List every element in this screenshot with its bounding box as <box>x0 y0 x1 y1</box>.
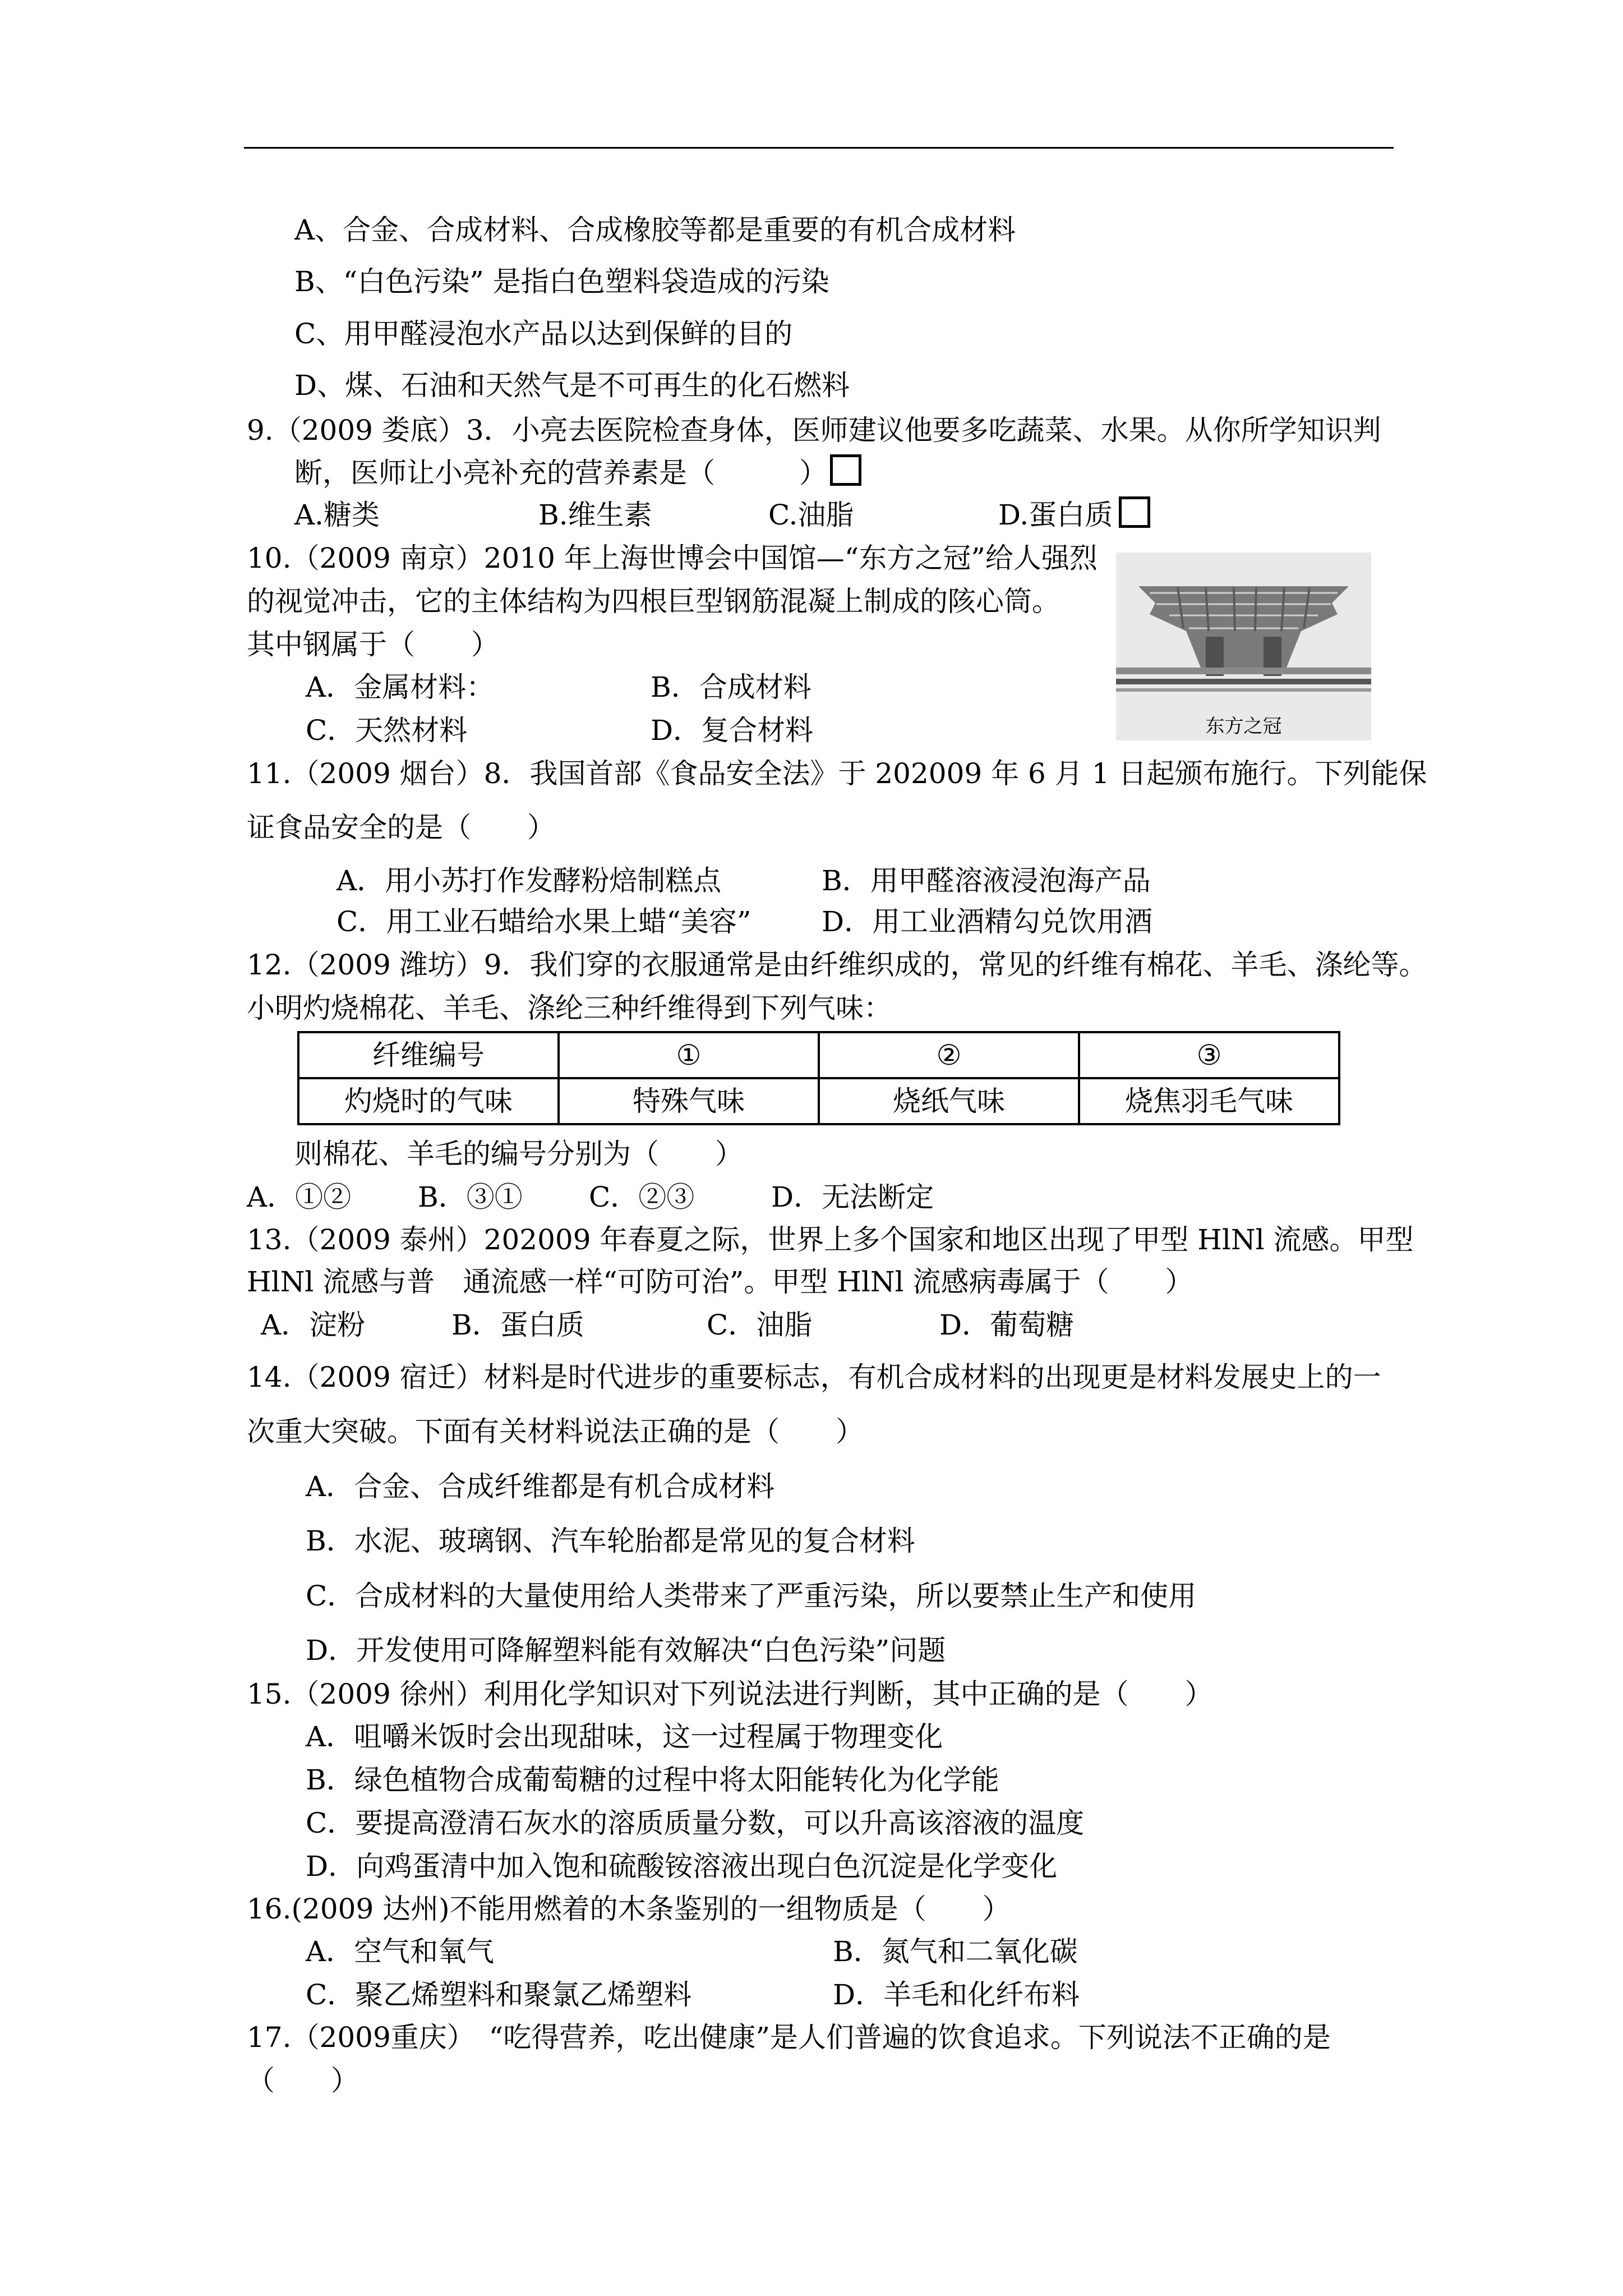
q14-option-b: B．水泥、玻璃钢、汽车轮胎都是常见的复合材料 <box>306 1525 915 1557</box>
q9-option-d: D.蛋白质 <box>998 499 1113 531</box>
table-cell: 特殊气味 <box>559 1078 819 1124</box>
q13-option-c: C．油脂 <box>707 1309 813 1341</box>
china-pavilion-image <box>1116 553 1371 740</box>
q10-option-b: B．合成材料 <box>651 671 811 703</box>
q13-option-d: D．葡萄糖 <box>939 1309 1075 1341</box>
q12-option-c: C．②③ <box>589 1181 695 1213</box>
q8-option-d: D、煤、石油和天然气是不可再生的化石燃料 <box>294 369 850 402</box>
q12-stem-3: 则棉花、羊毛的编号分别为（ ） <box>294 1138 743 1170</box>
q13-stem-2: HlNl 流感与普 通流感一样“可防可治”。甲型 HlNl 流感病毒属于（ ） <box>247 1266 1193 1298</box>
q11-option-b: B．用甲醛溶液浸泡海产品 <box>822 864 1151 897</box>
q14-stem-1: 14.（2009 宿迁）材料是时代进步的重要标志，有机合成材料的出现更是材料发展史上的一 <box>247 1361 1381 1393</box>
q11-stem-1: 11.（2009 烟台）8．我国首部《食品安全法》于 202009 年 6 月 1 日起颁布施行。下列能保 <box>247 757 1427 790</box>
table-row <box>298 1032 1339 1078</box>
q12-option-d: D．无法断定 <box>771 1181 934 1213</box>
q15-option-b: B．绿色植物合成葡萄糖的过程中将太阳能转化为化学能 <box>306 1764 999 1796</box>
q16-option-a: A．空气和氧气 <box>306 1935 495 1968</box>
q14-option-c: C．合成材料的大量使用给人类带来了严重污染，所以要禁止生产和使用 <box>306 1580 1197 1612</box>
q17-stem-2: （ ） <box>247 2064 359 2097</box>
q15-option-d: D．向鸡蛋清中加入饱和硫酸铵溶液出现白色沉淀是化学变化 <box>306 1850 1058 1883</box>
q11-option-a: A．用小苏打作发酵粉焙制糕点 <box>336 864 722 897</box>
q16-stem-1: 16.(2009 达州)不能用燃着的木条鉴别的一组物质是（ ） <box>247 1893 1011 1925</box>
q10-option-c: C．天然材料 <box>306 714 468 747</box>
q9-option-d-box <box>1119 496 1150 528</box>
q15-stem-1: 15.（2009 徐州）利用化学知识对下列说法进行判断，其中正确的是（ ） <box>247 1678 1213 1710</box>
q10-stem-1: 10.（2009 南京）2010 年上海世博会中国馆—“东方之冠”给人强烈 <box>247 542 1098 574</box>
q9-option-c: C.油脂 <box>768 499 854 531</box>
table-cell: 灼烧时的气味 <box>298 1078 559 1124</box>
q9-option-b: B.维生素 <box>538 499 652 531</box>
table-cell: ① <box>559 1032 819 1078</box>
table-cell: ③ <box>1079 1032 1339 1078</box>
q13-stem-1: 13.（2009 泰州）202009 年春夏之际，世界上多个国家和地区出现了甲型 HlNl 流感。甲型 <box>247 1223 1414 1256</box>
q14-option-a: A．合金、合成纤维都是有机合成材料 <box>306 1470 775 1503</box>
q16-option-b: B．氮气和二氧化碳 <box>833 1935 1078 1968</box>
q13-option-b: B．蛋白质 <box>451 1309 584 1341</box>
q8-option-b: B、“白色污染” 是指白色塑料袋造成的污染 <box>294 265 829 298</box>
image-caption: 东方之冠 <box>1205 715 1282 738</box>
q11-stem-2: 证食品安全的是（ ） <box>247 811 555 844</box>
q16-option-c: C．聚乙烯塑料和聚氯乙烯塑料 <box>306 1978 692 2011</box>
fiber-odor-table <box>297 1031 1340 1125</box>
q14-option-d: D．开发使用可降解塑料能有效解决“白色污染”问题 <box>306 1634 946 1667</box>
q14-stem-2: 次重大突破。下面有关材料说法正确的是（ ） <box>247 1415 864 1448</box>
q13-option-a: A．淀粉 <box>261 1309 366 1341</box>
q15-option-a: A．咀嚼米饭时会出现甜味，这一过程属于物理变化 <box>306 1720 943 1753</box>
q10-stem-3: 其中钢属于（ ） <box>247 628 499 661</box>
q10-option-d: D．复合材料 <box>651 714 814 747</box>
q16-option-d: D．羊毛和化纤布料 <box>833 1978 1080 2011</box>
q12-option-b: B．③① <box>418 1181 523 1213</box>
table-row <box>298 1078 1339 1124</box>
q10-option-a: A．金属材料： <box>306 671 495 703</box>
q8-option-a: A、合金、合成材料、合成橡胶等都是重要的有机合成材料 <box>294 214 1016 246</box>
q12-stem-1: 12.（2009 潍坊）9．我们穿的衣服通常是由纤维织成的，常见的纤维有棉花、羊毛、涤纶等。 <box>247 949 1427 981</box>
q12-option-a: A．①② <box>247 1181 352 1213</box>
q12-stem-2: 小明灼烧棉花、羊毛、涤纶三种纤维得到下列气味： <box>247 992 892 1024</box>
q9-answer-box <box>830 454 861 486</box>
q9-stem-1: 9.（2009 娄底）3．小亮去医院检查身体，医师建议他要多吃蔬菜、水果。从你所学知识判 <box>247 414 1381 447</box>
q8-option-c: C、用甲醛浸泡水产品以达到保鲜的目的 <box>294 318 793 350</box>
q10-stem-2: 的视觉冲击，它的主体结构为四根巨型钢筋混凝上制成的陔心筒。 <box>247 585 1060 618</box>
q11-option-d: D．用工业酒精勾兑饮用酒 <box>822 905 1153 938</box>
china-pavilion-illustration <box>1116 553 1371 740</box>
table-cell: ② <box>819 1032 1079 1078</box>
table-cell: 烧焦羽毛气味 <box>1079 1078 1339 1124</box>
q9-stem-2: 断，医师让小亮补充的营养素是（ ） <box>294 457 827 489</box>
q17-stem-1: 17.（2009重庆） “吃得营养，吃出健康”是人们普遍的饮食追求。下列说法不正确的是 <box>247 2021 1331 2054</box>
table-cell: 纤维编号 <box>298 1032 559 1078</box>
q9-option-a: A.糖类 <box>294 499 380 531</box>
header-rule <box>244 147 1394 149</box>
table-cell: 烧纸气味 <box>819 1078 1079 1124</box>
q11-option-c: C．用工业石蜡给水果上蜡“美容” <box>336 905 751 938</box>
q15-option-c: C．要提高澄清石灰水的溶质质量分数，可以升高该溶液的温度 <box>306 1807 1085 1839</box>
